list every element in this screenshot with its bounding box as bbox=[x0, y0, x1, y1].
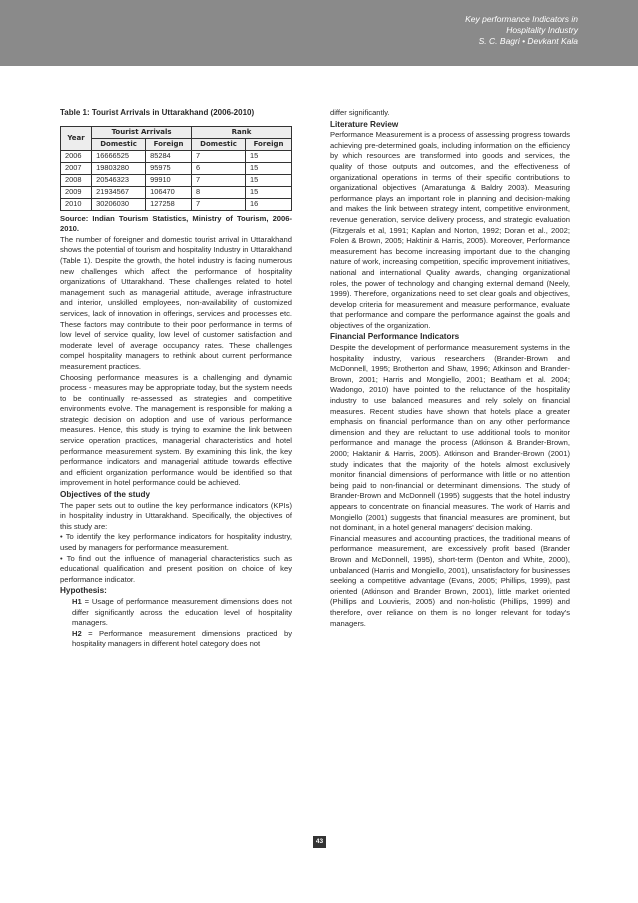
header-authors: S. C. Bagri • Devkant Kala bbox=[478, 36, 578, 46]
cell-domestic: 20546323 bbox=[92, 174, 146, 186]
table-source: Source: Indian Tourism Statistics, Ministry of Tourism, 2006-2010. bbox=[60, 213, 292, 234]
cell-foreign: 85284 bbox=[146, 150, 192, 162]
header-line-2: Hospitality Industry bbox=[506, 25, 578, 35]
right-column bbox=[330, 108, 570, 629]
table-row bbox=[61, 186, 292, 198]
paragraph: Financial measures and accounting practices, the traditional means of performance measurement, are excessively profit based (Brander Brown and McDonnell, 1995), short-term (Denton and White, 2000), unbalanced (Harris and Mongiello, 2001), unsatisfactory for businesses seeking a competitive advantage (Evans, 2005; Phillips, 1999), past oriented (Atkinson and Brander Brown, 2001), little market oriented (Phillips and Louvieris, 2005) and non-holistic (Phillips, 1999) and therefore, over reliance on them is no longer relevant for today's managers. bbox=[330, 533, 570, 628]
hypothesis-1-text: = Usage of performance measurement dimensions does not differ significantly across the education level of hospitality managers. bbox=[72, 596, 292, 628]
cell-domestic: 30206030 bbox=[92, 198, 146, 210]
objective-bullet: • To identify the key performance indicators for hospitality industry, used by managers for performance measurement. bbox=[60, 532, 292, 552]
hypothesis-2 bbox=[60, 629, 292, 650]
cell-foreign: 99910 bbox=[146, 174, 192, 186]
table-row bbox=[61, 198, 292, 210]
section-heading-literature-review: Literature Review bbox=[330, 119, 399, 129]
table-row bbox=[61, 150, 292, 162]
paragraph: Performance Measurement is a process of assessing progress towards achieving pre-determined goals, including information on the efficiency by which resources are transformed into goods and services, the quality of those outputs and outcomes, and the effectiveness of organizational operations in terms of their specific contributions to organizational objectives (Amaratunga & Baldry 2003). Measuring performance plays an important role in planning and decision-making and makes the link between strategy intent, competitive environment, revenue generation, service delivery process, and strategic evaluation (Fitzgerals et al, 1991; Kaplan and Norton, 1992; Doran et al., 2002; Folen & Brown, 2005; Haktinir & Harris, 2005). Moreover, Performance measurement has become increasing important due to the changing nature of work, increasing competition, specific improvement initiatives, national and international Quality awards, changing organizational roles, the power of technology and changing external demand (Neely, 1999). Therefore, organizations need to set clear goals and objectives, develop criteria for measurement and measure performance, evaluate that performance and compare the performance against the goals and objectives of the organization. bbox=[330, 130, 570, 330]
cell-year: 2008 bbox=[61, 174, 92, 186]
header-line-1: Key performance Indicators in bbox=[465, 14, 578, 24]
cell-domestic: 19803280 bbox=[92, 162, 146, 174]
cell-rank-foreign: 15 bbox=[246, 150, 292, 162]
header-rank-domestic: Domestic bbox=[192, 138, 246, 150]
cell-rank-foreign: 16 bbox=[246, 198, 292, 210]
running-header bbox=[465, 14, 578, 47]
page-number: 43 bbox=[313, 836, 326, 848]
table-row bbox=[61, 174, 292, 186]
header-band bbox=[0, 0, 638, 66]
header-domestic: Domestic bbox=[92, 138, 146, 150]
hypothesis-1 bbox=[60, 597, 292, 629]
paragraph: The paper sets out to outline the key performance indicators (KPIs) in hospitality industry in Uttarakhand. Specifically, the objectives of this study are: bbox=[60, 500, 292, 531]
paragraph: The number of foreigner and domestic tourist arrival in Uttarakhand shows the potential of tourism and hospitality Industry in Uttarakhand (Table 1). Despite the growth, the hotel industry is facing numerous new challenges which affect the performance of hospitality organizations of Uttarakhand. These challenges related to hotel management such as managerial attitude, average infrastructure and interior, unskilled employees, non-availability of customized services, lack of innovation in offerings, services and processes etc. These factors may contribute to their poor performance in terms of low level of service quality, low level of customer satisfaction and moderate level of average occupancy rates. These challenges compel hospitality managers to rethink about current performance measurement practices. bbox=[60, 234, 292, 371]
left-column bbox=[60, 108, 292, 650]
objective-bullet: • To find out the influence of managerial characteristics such as educational qualification and present position on choice of key performance indicator. bbox=[60, 553, 292, 584]
header-rank: Rank bbox=[192, 126, 292, 138]
paragraph: Despite the development of performance measurement systems in the hospitality industry, various researchers (Brander-Brown and McDonnell, 1995; Brotherton and Shaw, 1996; Atkinson and Brander-Brown, 2001; Harris and Mongiello, 2001; Beatham et al. 2004; Wadongo, 2010) have pointed to the reluctance of the hospitality industry to use balanced measures and rely solely on financial measures. Recent studies have shown that hotels place a greater emphasis on financial performance than on any other performance dimension and they are reluctant to use additional tools to monitor performance and manage the process (Atkinson & Brander-Brown, 2000; Haktanir & Harris, 2005). Atkinson and Brander-Brown (2001) study indicates that the majority of the hotels almost exclusively monitor financial dimensions of performance with little or no attention being paid to non-financial or determinant dimensions. The study of Brander-Brown and McDonnell (1995) suggests that the hotel industry appears to concentrate on financial measures. The work of Harris and Mongiello (2001) suggests that financial measures are prominent, but not dominant, in a hotel general managers' decision making. bbox=[330, 343, 570, 533]
section-heading-hypothesis: Hypothesis: bbox=[60, 586, 107, 596]
cell-domestic: 21934567 bbox=[92, 186, 146, 198]
cell-year: 2010 bbox=[61, 198, 92, 210]
cell-rank-domestic: 7 bbox=[192, 198, 246, 210]
header-tourist-arrivals: Tourist Arrivals bbox=[92, 126, 192, 138]
table-row bbox=[61, 162, 292, 174]
cell-rank-domestic: 7 bbox=[192, 174, 246, 186]
cell-rank-foreign: 15 bbox=[246, 162, 292, 174]
cell-rank-foreign: 15 bbox=[246, 174, 292, 186]
section-heading-objectives: Objectives of the study bbox=[60, 490, 151, 500]
section-heading-financial-indicators: Financial Performance Indicators bbox=[330, 332, 460, 342]
cell-foreign: 127258 bbox=[146, 198, 192, 210]
cell-year: 2007 bbox=[61, 162, 92, 174]
paragraph: Choosing performance measures is a challenging and dynamic process - measures may be appropriate today, but the system needs to be continually re-assessed as strategies and competitive environments evolve. The management is responsible for making a strategic decision on adoption and use of various performance measures. Hence, this study is trying to examine the link between service operation practices, managerial characteristics and hotel performance measurement system. By examining this link, the key performance indicators and managerial attitude towards effective and efficient organization performance would be identified so that improvement in hotel performance could be achieved. bbox=[60, 372, 292, 488]
cell-rank-domestic: 6 bbox=[192, 162, 246, 174]
cell-rank-domestic: 8 bbox=[192, 186, 246, 198]
tourist-arrivals-table bbox=[60, 126, 292, 211]
hypothesis-1-label: H1 bbox=[72, 596, 82, 606]
hypothesis-2-text: = Performance measurement dimensions practiced by hospitality managers in different hotel category does not bbox=[72, 628, 292, 649]
cell-rank-foreign: 15 bbox=[246, 186, 292, 198]
header-rank-foreign: Foreign bbox=[246, 138, 292, 150]
cell-foreign: 106470 bbox=[146, 186, 192, 198]
header-year: Year bbox=[61, 126, 92, 150]
cell-rank-domestic: 7 bbox=[192, 150, 246, 162]
hypothesis-2-label: H2 bbox=[72, 628, 82, 638]
cell-year: 2009 bbox=[61, 186, 92, 198]
header-foreign: Foreign bbox=[146, 138, 192, 150]
cell-foreign: 95975 bbox=[146, 162, 192, 174]
hypothesis-list bbox=[60, 597, 292, 650]
cell-domestic: 16666525 bbox=[92, 150, 146, 162]
paragraph: differ significantly. bbox=[330, 108, 390, 117]
cell-year: 2006 bbox=[61, 150, 92, 162]
table-title: Table 1: Tourist Arrivals in Uttarakhand (2006-2010) bbox=[60, 108, 255, 117]
